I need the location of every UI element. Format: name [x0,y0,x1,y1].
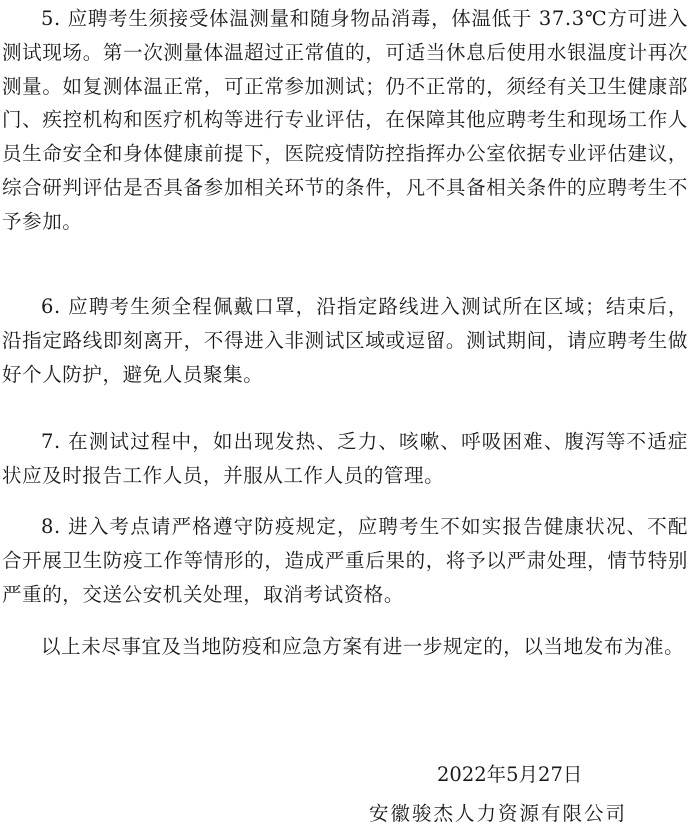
signature-date: 2022年5月27日 [437,763,583,786]
paragraph-closing-note: 以上未尽事宜及当地防疫和应急方案有进一步规定的，以当地发布为准。 [41,635,685,658]
paragraph-item-8: 8. 进入考点请严格遵守防疫规定，应聘考生不如实报告健康状况、不配合开展卫生防疫工作等情形的，造成严重后果的，将予以严肃处理，情节特别严重的，交送公安机关处理，取消考试资格。 [2,515,688,606]
paragraph-item-6: 6. 应聘考生须全程佩戴口罩，沿指定路线进入测试所在区域；结束后，沿指定路线即刻离开，不得进入非测试区域或逗留。测试期间，请应聘考生做好个人防护，避免人员聚集。 [2,295,688,386]
paragraph-item-5: 5. 应聘考生须接受体温测量和随身物品消毒，体温低于 37.3℃方可进入测试现场。第一次测量体温超过正常值的，可适当休息后使用水银温度计再次测量。如复测体温正常，可正常参加测试；仍不正常的，须经有关卫生健康部门、疾控机构和医疗机构等进行专业评估，在保障其他应聘考生和现场工作人员生命安全和身体健康前提下，医院疫情防控指挥办公室依据专业评估建议，综合研判评估是否具备参加相关环节的条件，凡不具备相关条件的应聘考生不予参加。 [2,7,688,233]
signature-organization: 安徽骏杰人力资源有限公司 [369,802,628,825]
paragraph-item-7: 7. 在测试过程中，如出现发热、乏力、咳嗽、呼吸困难、腹泻等不适症状应及时报告工作人员，并服从工作人员的管理。 [2,430,688,487]
